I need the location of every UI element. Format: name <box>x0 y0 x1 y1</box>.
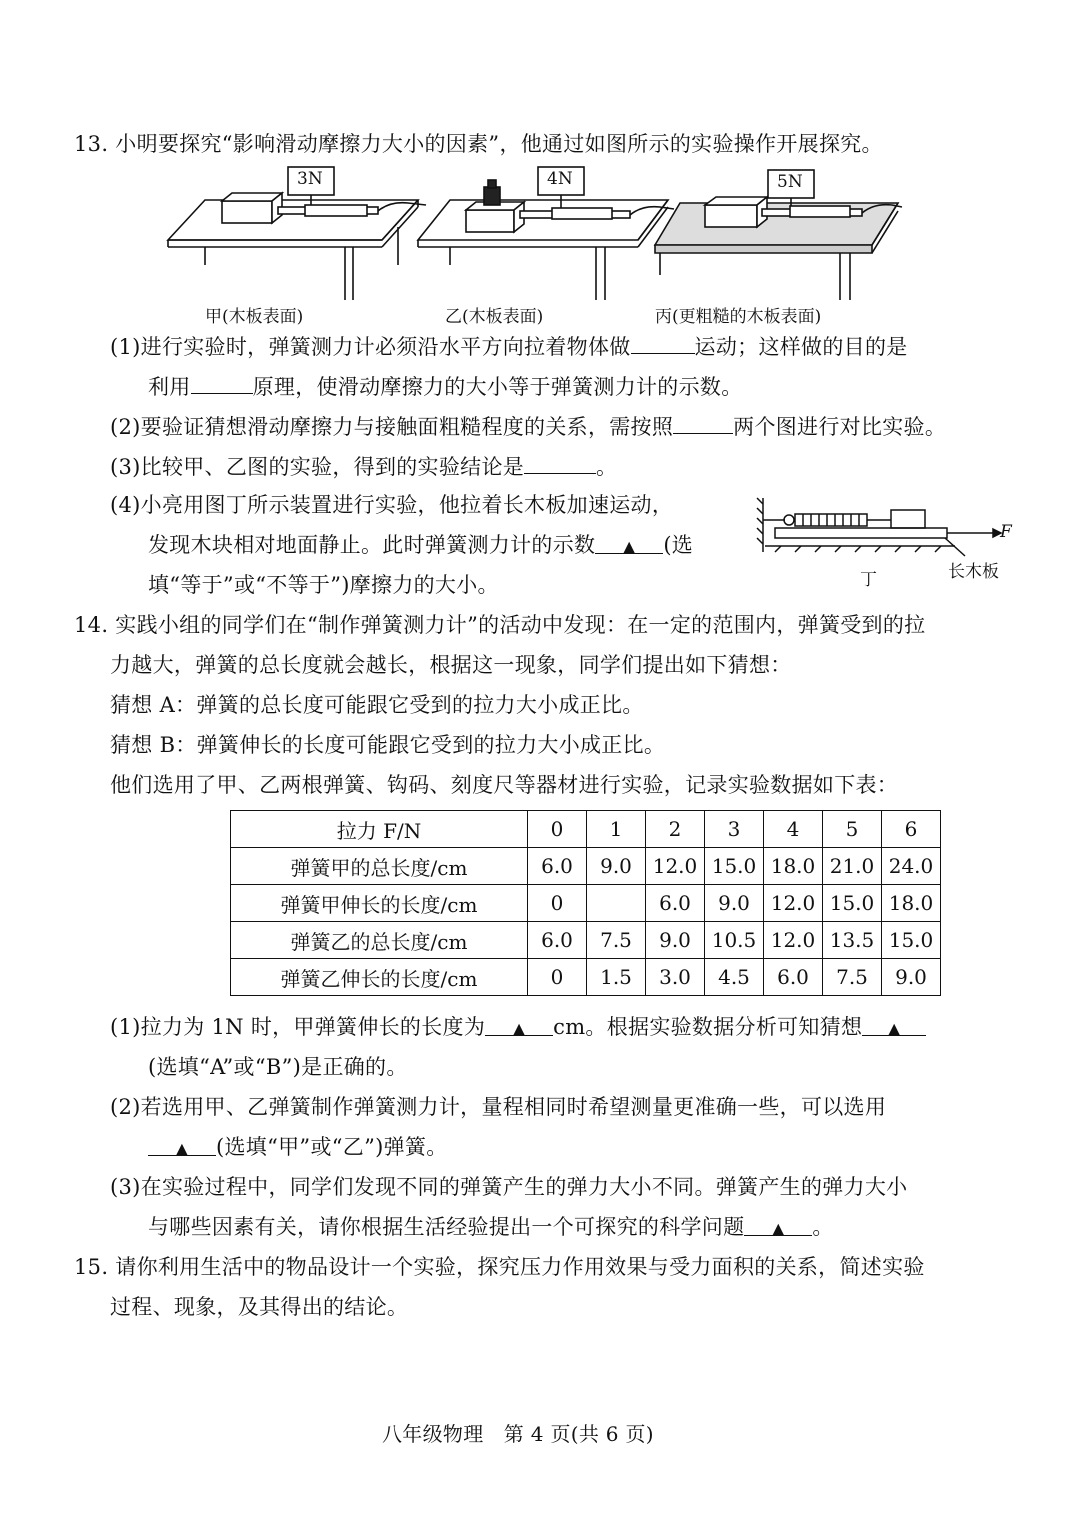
table-cell: 6.0 <box>764 959 823 996</box>
row-label: 弹簧甲的总长度/cm <box>231 848 528 885</box>
force-cell: 0 <box>528 811 587 848</box>
q13-part2: (2)要验证猜想滑动摩擦力与接触面粗糙程度的关系，需按照 两个图进行对比实验。 <box>110 411 946 441</box>
table-cell: 21.0 <box>823 848 882 885</box>
table-row <box>231 848 941 885</box>
table-row <box>231 885 941 922</box>
q14-part3-line2: 与哪些因素有关，请你根据生活经验提出一个可探究的科学问题 ▲ 。 <box>148 1215 834 1239</box>
force-cell: 4 <box>764 811 823 848</box>
blank-14-1a[interactable]: ▲ <box>485 1013 553 1036</box>
table-header-row <box>231 811 941 848</box>
q14-part2-line1: (2)若选用甲、乙弹簧制作弹簧测力计，量程相同时希望测量更准确一些，可以选用 <box>110 1095 887 1119</box>
table-cell: 12.0 <box>764 922 823 959</box>
blank-14-3[interactable]: ▲ <box>744 1213 812 1236</box>
table-cell: 6.0 <box>528 848 587 885</box>
blank-13-1b[interactable] <box>191 371 253 394</box>
table-cell: 3.0 <box>646 959 705 996</box>
q13-part3: (3)比较甲、乙图的实验，得到的实验结论是 。 <box>110 451 617 481</box>
table-cell: 7.5 <box>823 959 882 996</box>
blank-13-4[interactable]: ▲ <box>595 531 663 554</box>
force-cell: 5 <box>823 811 882 848</box>
caption-bing: 丙(更粗糙的木板表面) <box>655 307 822 327</box>
table-cell: 9.0 <box>587 848 646 885</box>
force-cell: 1 <box>587 811 646 848</box>
table-cell: 24.0 <box>882 848 941 885</box>
table-cell: 13.5 <box>823 922 882 959</box>
table-cell: 15.0 <box>823 885 882 922</box>
table-cell: 15.0 <box>882 922 941 959</box>
table-cell: 18.0 <box>764 848 823 885</box>
table-cell: 9.0 <box>705 885 764 922</box>
q14-part1-line1: (1)拉力为 1N 时，甲弹簧伸长的长度为 ▲ cm。根据实验数据分析可知猜想 ▲ <box>110 1013 926 1041</box>
table-cell: 6.0 <box>528 922 587 959</box>
q14-line1: 14. 实践小组的同学们在“制作弹簧测力计”的活动中发现：在一定的范围内，弹簧受到的拉 <box>74 613 926 637</box>
blank-14-2[interactable]: ▲ <box>148 1133 216 1156</box>
q13-stem: 13. 小明要探究“影响滑动摩擦力大小的因素”，他通过如图所示的实验操作开展探究。 <box>74 132 883 156</box>
q14-hypothesis-b: 猜想 B：弹簧伸长的长度可能跟它受到的拉力大小成正比。 <box>110 733 666 757</box>
blank-13-2[interactable] <box>673 411 733 434</box>
q15-line1: 15. 请你利用生活中的物品设计一个实验，探究压力作用效果与受力面积的关系，简述实验 <box>74 1255 925 1279</box>
table-row <box>231 922 941 959</box>
q14-hypothesis-a: 猜想 A：弹簧的总长度可能跟它受到的拉力大小成正比。 <box>110 693 644 717</box>
ding-board-label: 长木板 <box>948 562 999 582</box>
table-yi <box>418 167 674 300</box>
reading-bing: 5N <box>777 172 803 192</box>
force-cell: 3 <box>705 811 764 848</box>
table-cell-empty[interactable] <box>587 885 646 922</box>
table-cell: 9.0 <box>646 922 705 959</box>
q13-part1-line1: (1)进行实验时，弹簧测力计必须沿水平方向拉着物体做 运动；这样做的目的是 <box>110 331 908 361</box>
q14-line5: 他们选用了甲、乙两根弹簧、钩码、刻度尺等器材进行实验，记录实验数据如下表： <box>110 773 899 797</box>
table-header-label: 拉力 F/N <box>231 811 528 848</box>
spring-data-table <box>230 810 941 996</box>
row-label: 弹簧乙的总长度/cm <box>231 922 528 959</box>
q13-part4-line1: (4)小亮用图丁所示装置进行实验，他拉着长木板加速运动， <box>110 493 674 517</box>
blank-13-3[interactable] <box>524 451 596 474</box>
force-cell: 6 <box>882 811 941 848</box>
force-cell: 2 <box>646 811 705 848</box>
q13-part1-line2: 利用 原理，使滑动摩擦力的大小等于弹簧测力计的示数。 <box>148 371 743 401</box>
table-cell: 0 <box>528 885 587 922</box>
table-cell: 6.0 <box>646 885 705 922</box>
table-cell: 18.0 <box>882 885 941 922</box>
q15-line2: 过程、现象，及其得出的结论。 <box>110 1295 409 1319</box>
ding-force-label: F <box>1000 522 1012 542</box>
q13-part4-line3: 填“等于”或“不等于”)摩擦力的大小。 <box>148 573 499 597</box>
page-footer: 八年级物理 第 4 页(共 6 页) <box>382 1422 654 1446</box>
table-cell: 12.0 <box>646 848 705 885</box>
caption-yi: 乙(木板表面) <box>445 307 544 327</box>
table-cell: 0 <box>528 959 587 996</box>
q14-line2: 力越大，弹簧的总长度就会越长，根据这一现象，同学们提出如下猜想： <box>110 653 792 677</box>
q14-part2-line2: ▲ (选填“甲”或“乙”)弹簧。 <box>148 1133 448 1161</box>
row-label: 弹簧乙伸长的长度/cm <box>231 959 528 996</box>
table-row <box>231 959 941 996</box>
table-cell: 9.0 <box>882 959 941 996</box>
ding-label: 丁 <box>860 570 877 590</box>
caption-jia: 甲(木板表面) <box>205 307 304 327</box>
table-cell: 15.0 <box>705 848 764 885</box>
blank-13-1a[interactable] <box>631 331 695 354</box>
row-label: 弹簧甲伸长的长度/cm <box>231 885 528 922</box>
table-cell: 10.5 <box>705 922 764 959</box>
table-cell: 12.0 <box>764 885 823 922</box>
q14-part3-line1: (3)在实验过程中，同学们发现不同的弹簧产生的弹力大小不同。弹簧产生的弹力大小 <box>110 1175 908 1199</box>
reading-yi: 4N <box>547 169 573 189</box>
table-cell: 7.5 <box>587 922 646 959</box>
table-cell: 4.5 <box>705 959 764 996</box>
q13-part4-line2: 发现木块相对地面静止。此时弹簧测力计的示数 ▲ (选 <box>148 533 694 557</box>
reading-jia: 3N <box>297 169 323 189</box>
blank-14-1b[interactable]: ▲ <box>862 1013 926 1036</box>
q14-part1-line2: (选填“A”或“B”)是正确的。 <box>148 1055 408 1079</box>
table-cell: 1.5 <box>587 959 646 996</box>
